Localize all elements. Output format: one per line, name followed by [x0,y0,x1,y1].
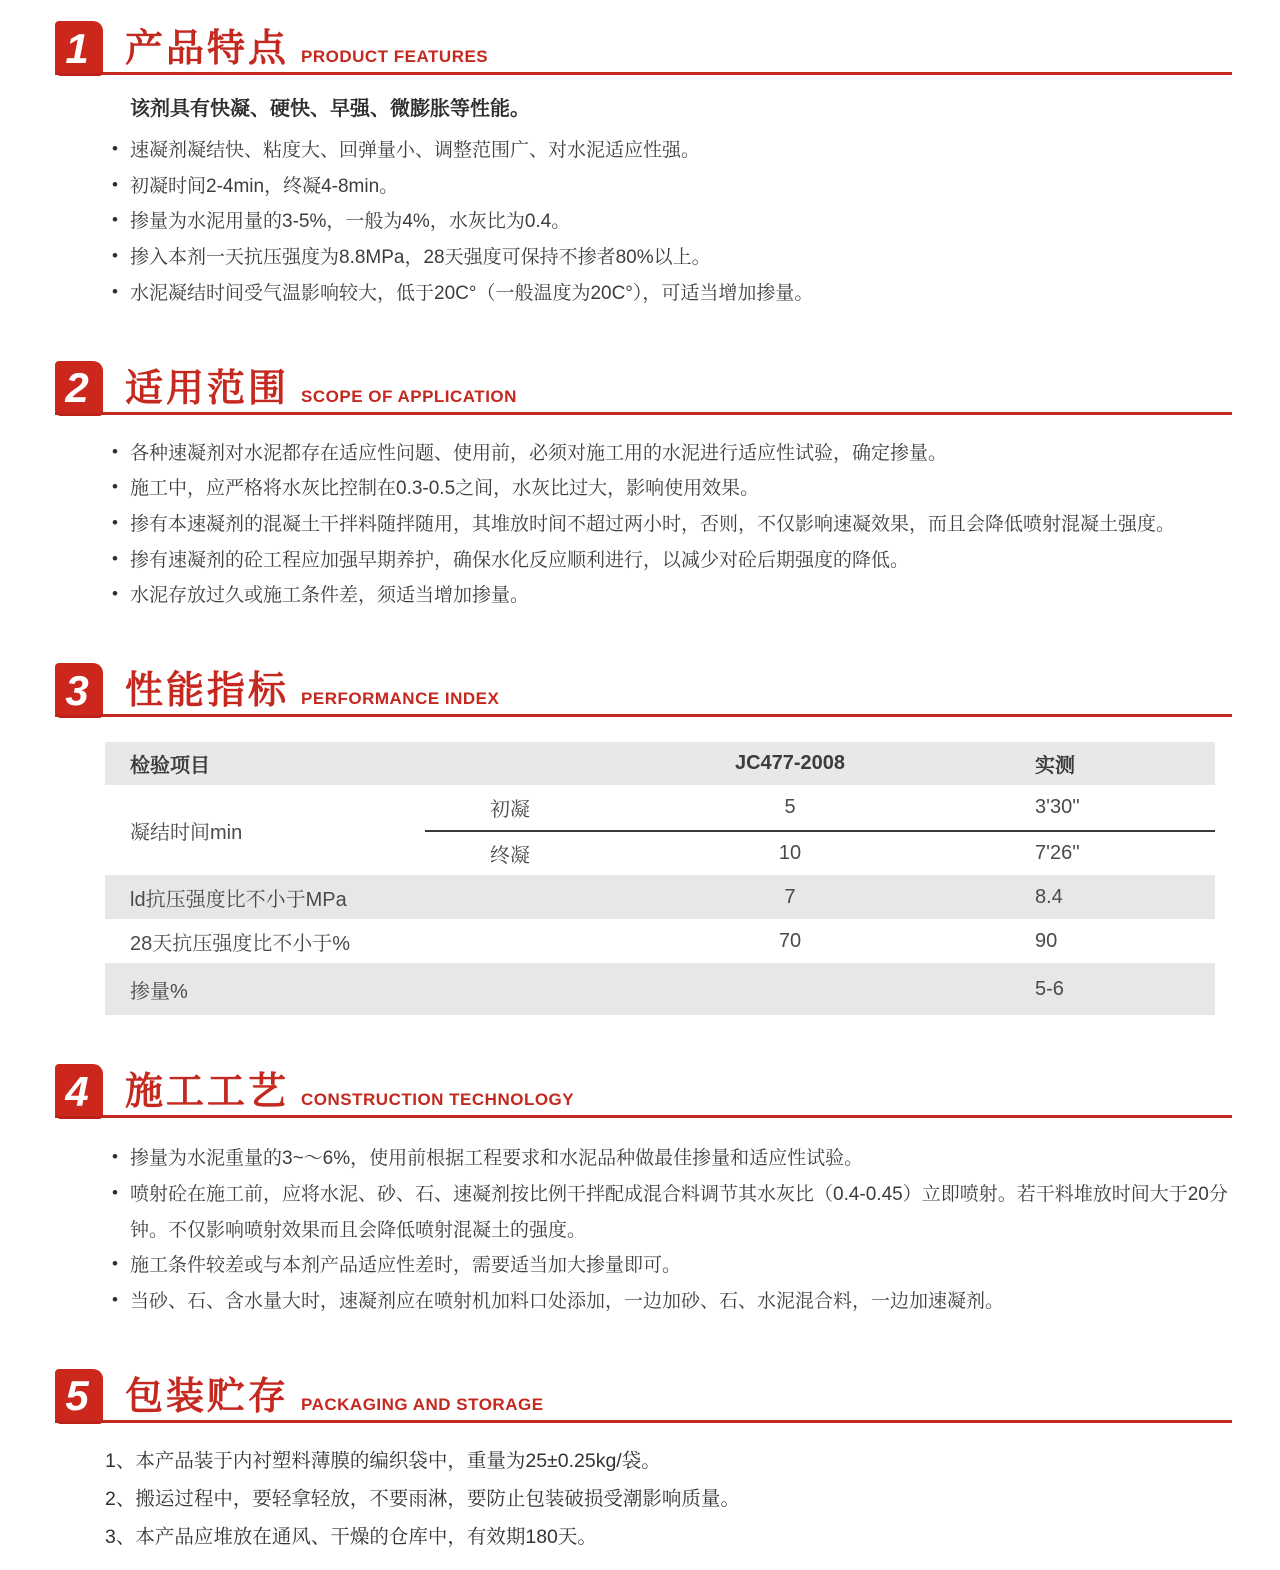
table-cell-standard: 10 [640,830,940,875]
section-underline [55,72,1232,75]
features-intro: 该剂具有快凝、硬快、早强、微膨胀等性能。 [130,98,530,120]
section-number: 1 [65,24,89,72]
table-cell-measured: 8.4 [1035,885,1063,908]
bullet-item: • 掺量为水泥用量的3-5%，一般为4%，水灰比为0.4。 [112,204,1232,240]
section-title-zh: 产品特点 [125,28,290,70]
features-bullet-list [112,133,1232,312]
section-number: 2 [65,364,89,412]
section-number-badge [55,21,103,76]
table-row-28d-strength [105,919,1215,963]
bullet-item: • 施工条件较差或与本剂产品适应性差时，需要适当加大掺量即可。 [112,1248,1232,1284]
bullet-item: • 掺入本剂一天抗压强度为8.8MPa，28天强度可保持不掺者80%以上。 [112,240,1232,276]
table-header-row [105,742,1215,785]
table-cell-measured: 5-6 [1035,977,1064,1000]
section-4-header [55,1061,1232,1119]
bullet-item: • 初凝时间2-4min，终凝4-8min。 [112,169,1232,205]
section-1-header [55,18,1232,76]
col-header-standard: JC477-2008 [734,752,846,775]
bullet-item: • 掺有速凝剂的砼工程应加强早期养护，确保水化反应顺利进行，以减少对砼后期强度的降低。 [112,543,1232,579]
table-cell-standard: 7 [784,885,796,908]
table-cell-sub: 终凝 [425,830,640,875]
table-cell-measured: 3'30'' [1035,796,1080,819]
section-packaging-and-storage [55,1366,1232,1556]
numbered-item: 2、搬运过程中，要轻拿轻放，不要雨淋，要防止包装破损受潮影响质量。 [105,1487,740,1510]
section-performance-index [55,660,1232,1015]
table-cell-item: 28天抗压强度比不小于% [130,932,351,955]
section-underline [55,1115,1232,1118]
section-number-badge [55,1369,103,1424]
table-cell-item: ld抗压强度比不小于MPa [130,888,347,911]
section-title-zh: 适用范围 [125,367,290,410]
section-number: 5 [65,1372,89,1420]
section-title-zh: 包装贮存 [125,1375,290,1418]
section-title-en: CONSTRUCTION TECHNOLOGY [301,1090,575,1110]
section-5-header [55,1366,1232,1424]
section-number-badge [55,361,103,416]
section-underline [55,714,1232,717]
section-title-en: SCOPE OF APPLICATION [301,386,517,406]
table-cell-item: 凝结时间min [130,821,243,844]
section-construction-technology [55,1061,1232,1320]
bullet-item: • 水泥凝结时间受气温影响较大，低于20C°（一般温度为20C°），可适当增加掺量。 [112,276,1232,312]
scope-bullet-list [112,436,1232,615]
performance-table [105,742,1215,1015]
table-row-1d-strength [105,875,1215,919]
bullet-item: • 水泥存放过久或施工条件差，须适当增加掺量。 [112,578,1232,614]
construction-bullet-list [112,1141,1232,1320]
section-title-en: PERFORMANCE INDEX [301,689,500,709]
table-row-dosage [105,963,1215,1015]
table-row-setting-time [105,785,1215,875]
bullet-item: • 施工中，应严格将水灰比控制在0.3-0.5之间，水灰比过大，影响使用效果。 [112,471,1232,507]
table-cell-sub: 初凝 [490,799,530,822]
bullet-item: • 掺有本速凝剂的混凝土干拌料随拌随用，其堆放时间不超过两小时，否则，不仅影响速凝效果，而且会降低喷射混凝土强度。 [112,507,1232,543]
bullet-item: • 喷射砼在施工前，应将水泥、砂、石、速凝剂按比例干拌配成混合料调节其水灰比（0.4-0.45）立即喷射。若干料堆放时间大于20分钟。不仅影响喷射效果而且会降低喷射混凝土的强度。 [112,1177,1232,1248]
table-cell-measured: 7'26'' [940,830,1215,875]
section-title-zh: 性能指标 [125,670,290,713]
bullet-item: • 各种速凝剂对水泥都存在适应性问题、使用前，必须对施工用的水泥进行适应性试验，确定掺量。 [112,436,1232,472]
numbered-item: 3、本产品应堆放在通风、干燥的仓库中，有效期180天。 [105,1525,597,1548]
section-title-en: PRODUCT FEATURES [301,47,489,66]
table-cell-standard: 70 [778,929,802,952]
section-3-header [55,660,1232,718]
section-number: 4 [65,1067,89,1115]
col-header-item: 检验项目 [130,755,210,778]
section-underline [55,1420,1232,1423]
packaging-numbered-list [105,1442,1232,1556]
section-number-badge [55,663,103,718]
table-cell-item: 掺量% [130,980,188,1003]
section-number: 3 [65,666,89,714]
section-title-zh: 施工工艺 [125,1071,290,1114]
table-cell-standard: 5 [784,796,796,819]
col-header-measured: 实测 [1035,755,1075,778]
bullet-item: • 当砂、石、含水量大时，速凝剂应在喷射机加料口处添加，一边加砂、石、水泥混合料，一边加速凝剂。 [112,1284,1232,1320]
section-2-header [55,358,1232,416]
numbered-item: 1、本产品装于内衬塑料薄膜的编织袋中，重量为25±0.25kg/袋。 [105,1449,661,1472]
bullet-item: • 速凝剂凝结快、粘度大、回弹量小、调整范围广、对水泥适应性强。 [112,133,1232,169]
bullet-item: • 掺量为水泥重量的3~～6%，使用前根据工程要求和水泥品种做最佳掺量和适应性试验。 [112,1141,1232,1177]
section-title-en: PACKAGING AND STORAGE [301,1394,544,1414]
section-scope-of-application [55,358,1232,615]
section-number-badge [55,1064,103,1119]
table-cell-measured: 90 [1035,929,1058,952]
section-product-features [55,18,1232,312]
section-underline [55,412,1232,415]
